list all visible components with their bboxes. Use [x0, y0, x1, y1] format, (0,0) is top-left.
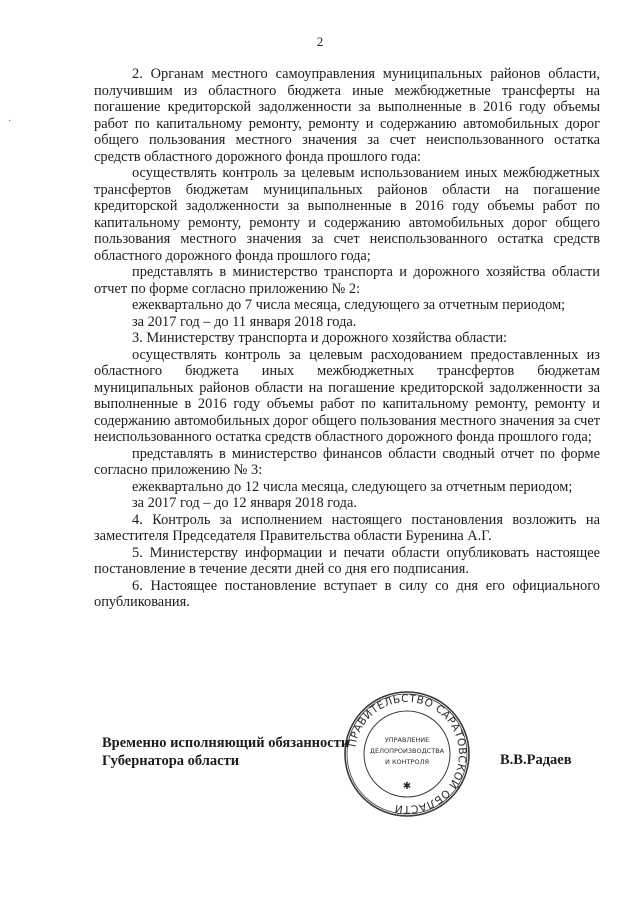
paragraph-11: 4. Контроль за исполнением настоящего постановления возложить на заместителя Председателя Правительства области Буренина А.Г. [94, 511, 600, 544]
stamp-star-icon: ✱ [402, 781, 412, 792]
signatory-title-line-1: Временно исполняющий обязанности [102, 735, 350, 751]
paragraph-5: за 2017 год – до 11 января 2018 года. [132, 313, 357, 330]
paragraph-12: 5. Министерству информации и печати области опубликовать настоящее постановление в течение десяти дней со дня его подписания. [94, 544, 600, 577]
paragraph-6: 3. Министерству транспорта и дорожного хозяйства области: [132, 330, 508, 346]
signatory-title-line-2: Губернатора области [102, 753, 240, 769]
official-seal-stamp [343, 690, 471, 818]
paragraph-3: представлять в министерство транспорта и дорожного хозяйства области отчет по форме согласно приложению № 2: [94, 264, 600, 297]
signatory-name: В.В.Радаев [500, 752, 572, 768]
stamp-ring-text: ПРАВИТЕЛЬСТВО САРАТОВСКОЙ ОБЛАСТИ [346, 692, 469, 816]
paragraph-8: представлять в министерство финансов области сводный отчет по форме согласно приложению № 3: [94, 445, 600, 478]
stamp-center-line-3: И КОНТРОЛЯ [385, 758, 429, 766]
paragraph-7: осуществлять контроль за целевым расходованием предоставленных из областного бюджета иных межбюджетных трансфертов бюджетам муниципальных районов области на погашение кредиторской задолженности за выполненные в 2016 году объемы работ по капитальному ремонту, ремонту и содержанию автомобильных дорог общего пользования местного значения за счет неиспользованного остатка средств областного дорожного фонда прошлого года; [94, 346, 600, 445]
margin-mark: · [8, 116, 12, 127]
paragraph-1: 2. Органам местного самоуправления муниципальных районов области, получившим из областного бюджета иные межбюджетные трансферты на погашение кредиторской задолженности за выполненные в 2016 году объемы работ по капитальному ремонту, ремонту и содержанию автомобильных дорог общего пользования местного значения за счет неиспользованного остатка средств областного дорожного фонда прошлого года: [94, 66, 600, 165]
stamp-center-line-1: УПРАВЛЕНИЕ [384, 736, 430, 744]
paragraph-10: за 2017 год – до 12 января 2018 года. [132, 495, 357, 511]
paragraph-9: ежеквартально до 12 числа месяца, следующего за отчетным периодом; [132, 478, 573, 495]
page-number: 2 [316, 34, 324, 49]
paragraph-4: ежеквартально до 7 числа месяца, следующего за отчетным периодом; [132, 297, 566, 313]
stamp-center-line-2: ДЕЛОПРОИЗВОДСТВА [369, 747, 445, 755]
document-body [94, 66, 600, 611]
signature-block [102, 734, 349, 770]
paragraph-13: 6. Настоящее постановление вступает в силу со дня его официального опубликования. [94, 577, 600, 610]
paragraph-2: осуществлять контроль за целевым использованием иных межбюджетных трансфертов бюджетам муниципальных районов области на погашение кредиторской задолженности за выполненные в 2016 году объемы работ по капитальному ремонту, ремонту и содержанию автомобильных дорог общего пользования местного значения за счет неиспользованного остатка средств областного дорожного фонда прошлого года; [94, 165, 600, 264]
